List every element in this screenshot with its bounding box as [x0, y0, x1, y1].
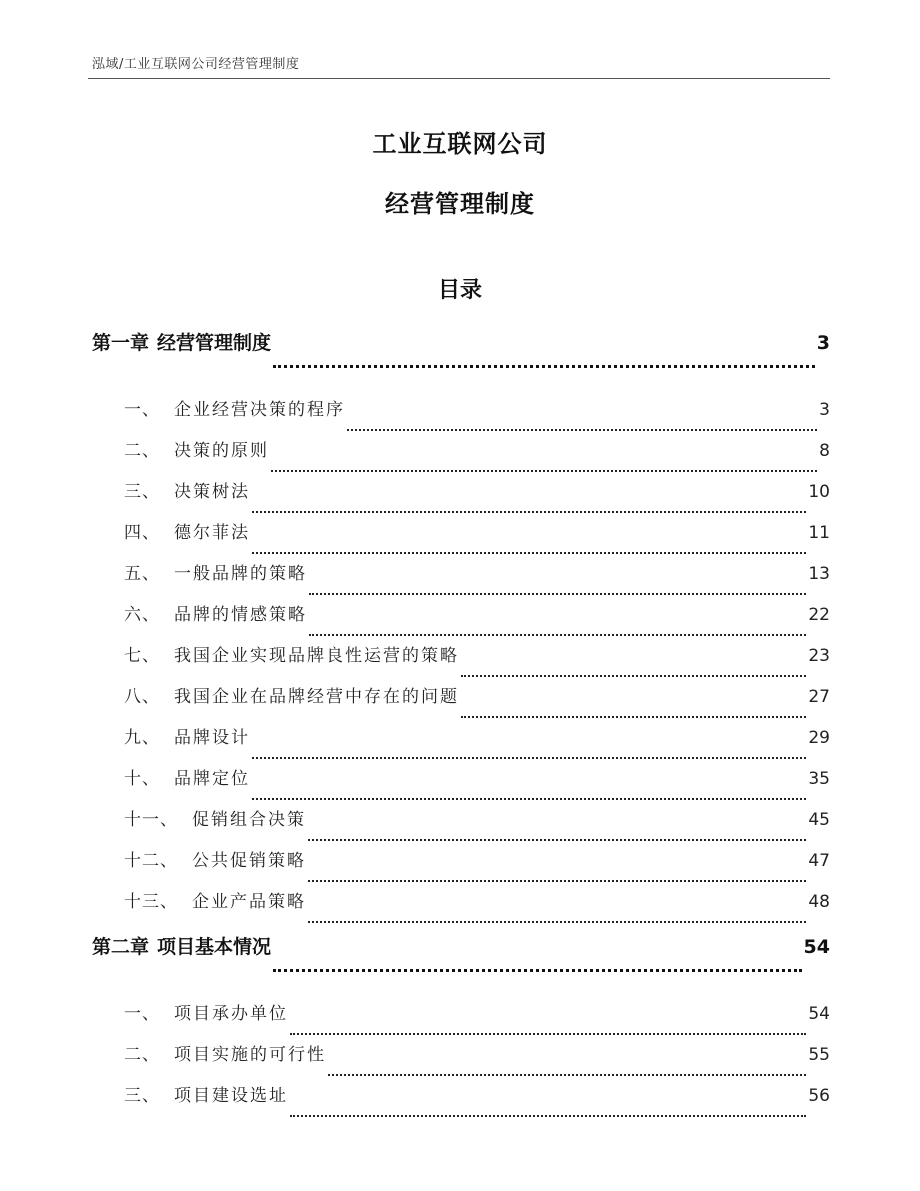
chapter-title: 项目基本情况 — [157, 936, 272, 958]
dot-leader — [273, 969, 802, 972]
document-subtitle: 经营管理制度 — [385, 190, 535, 218]
toc-entry[interactable] — [92, 682, 830, 723]
page-number: 35 — [808, 769, 830, 789]
page-number: 54 — [803, 936, 830, 958]
section-number: 七、 — [124, 646, 160, 666]
section-title: 促销组合决策 — [192, 810, 306, 830]
section-title: 品牌的情感策略 — [174, 605, 307, 625]
dot-leader — [309, 593, 806, 595]
section-title: 德尔菲法 — [174, 523, 250, 543]
dot-leader — [290, 1115, 806, 1117]
dot-leader — [328, 1074, 806, 1076]
dot-leader — [347, 429, 817, 431]
dot-leader — [252, 798, 806, 800]
section-title: 项目承办单位 — [174, 1004, 288, 1024]
toc-entry[interactable] — [92, 641, 830, 682]
chapter-title: 经营管理制度 — [157, 332, 272, 354]
page-number: 54 — [808, 1004, 830, 1024]
section-title: 企业产品策略 — [192, 892, 306, 912]
section-number: 三、 — [124, 482, 160, 502]
toc-entry[interactable] — [92, 1040, 830, 1081]
section-title: 项目建设选址 — [174, 1086, 288, 1106]
section-number: 一、 — [124, 400, 160, 420]
page-number: 10 — [808, 482, 830, 502]
dot-leader — [271, 470, 817, 472]
toc-entry[interactable] — [92, 887, 830, 928]
dot-leader — [273, 365, 815, 368]
toc-entry[interactable] — [92, 600, 830, 641]
section-number: 三、 — [124, 1086, 160, 1106]
page-number: 45 — [808, 810, 830, 830]
page-number: 13 — [808, 564, 830, 584]
toc-entry[interactable] — [92, 999, 830, 1040]
section-title: 我国企业在品牌经营中存在的问题 — [174, 687, 459, 707]
dot-leader — [461, 716, 806, 718]
page-number: 11 — [808, 523, 830, 543]
dot-leader — [308, 921, 806, 923]
toc-entry[interactable] — [92, 395, 830, 436]
dot-leader — [290, 1033, 806, 1035]
section-title: 品牌设计 — [174, 728, 250, 748]
chapter-number: 第二章 — [92, 936, 150, 958]
section-number: 十三、 — [124, 892, 178, 912]
page-number: 55 — [808, 1045, 830, 1065]
chapter-number: 第一章 — [92, 332, 150, 354]
toc-entry[interactable] — [92, 723, 830, 764]
section-title: 决策树法 — [174, 482, 250, 502]
toc-heading: 目录 — [437, 278, 482, 303]
section-number: 一、 — [124, 1004, 160, 1024]
section-number: 十、 — [124, 769, 160, 789]
page-number: 48 — [808, 892, 830, 912]
section-title: 公共促销策略 — [192, 851, 306, 871]
toc-chapter-1[interactable] — [92, 328, 830, 373]
dot-leader — [308, 839, 806, 841]
section-number: 五、 — [124, 564, 160, 584]
dot-leader — [252, 757, 806, 759]
page-number: 29 — [808, 728, 830, 748]
section-number: 八、 — [124, 687, 160, 707]
page-number: 27 — [808, 687, 830, 707]
dot-leader — [308, 880, 806, 882]
toc-chapter-2[interactable] — [92, 932, 830, 977]
toc-entry[interactable] — [92, 764, 830, 805]
dot-leader — [252, 552, 806, 554]
toc-entry[interactable] — [92, 518, 830, 559]
page-number: 22 — [808, 605, 830, 625]
section-title: 品牌定位 — [174, 769, 250, 789]
dot-leader — [309, 634, 806, 636]
document-title: 工业互联网公司 — [372, 130, 548, 158]
toc-entry[interactable] — [92, 559, 830, 600]
section-number: 二、 — [124, 1045, 160, 1065]
page-number: 3 — [819, 400, 830, 420]
section-number: 九、 — [124, 728, 160, 748]
toc-entry[interactable] — [92, 846, 830, 887]
page-number: 23 — [808, 646, 830, 666]
page-number: 56 — [808, 1086, 830, 1106]
dot-leader — [461, 675, 806, 677]
toc-entry[interactable] — [92, 477, 830, 518]
toc-entry[interactable] — [92, 805, 830, 846]
section-number: 十二、 — [124, 851, 178, 871]
section-number: 四、 — [124, 523, 160, 543]
section-title: 我国企业实现品牌良性运营的策略 — [174, 646, 459, 666]
section-number: 十一、 — [124, 810, 178, 830]
section-number: 二、 — [124, 441, 160, 461]
header-divider — [88, 78, 830, 79]
page-number: 8 — [819, 441, 830, 461]
page-number: 3 — [816, 332, 830, 354]
section-number: 六、 — [124, 605, 160, 625]
page-header-breadcrumb: 泓域/工业互联网公司经营管理制度 — [92, 57, 300, 72]
section-title: 决策的原则 — [174, 441, 269, 461]
section-title: 一般品牌的策略 — [174, 564, 307, 584]
dot-leader — [252, 511, 806, 513]
table-of-contents — [92, 326, 830, 1122]
toc-entry[interactable] — [92, 1081, 830, 1122]
section-title: 项目实施的可行性 — [174, 1045, 326, 1065]
page-number: 47 — [808, 851, 830, 871]
section-title: 企业经营决策的程序 — [174, 400, 345, 420]
toc-entry[interactable] — [92, 436, 830, 477]
